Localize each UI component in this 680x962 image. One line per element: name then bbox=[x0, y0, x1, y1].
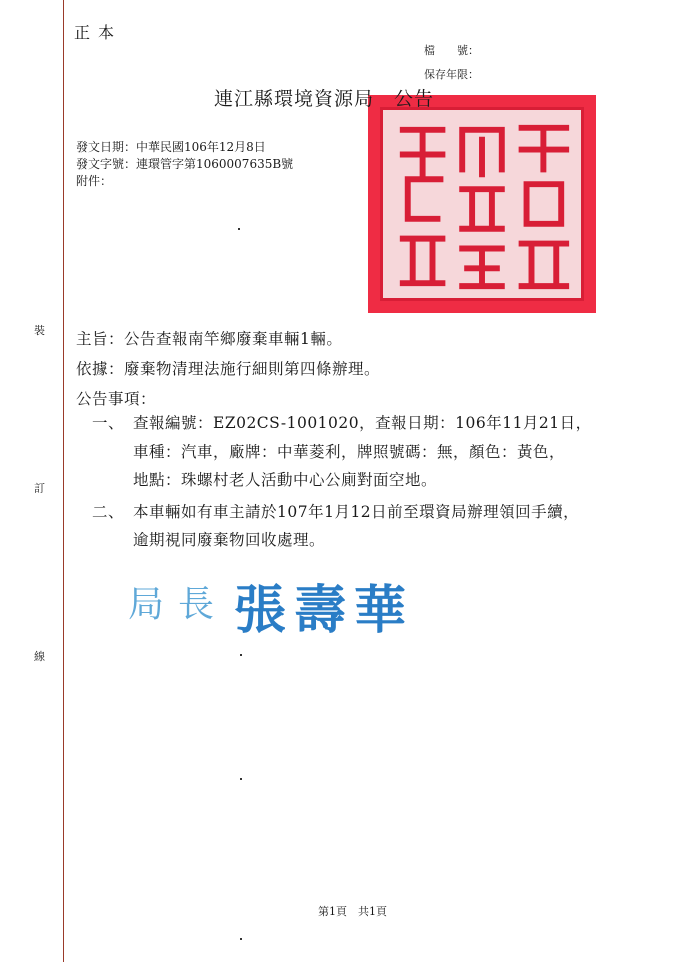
scan-speck bbox=[240, 654, 242, 656]
item-2-number: 二、 bbox=[92, 503, 125, 521]
item-1-line-1: 查報編號：EZ02CS-1001020，查報日期：106年11月21日， bbox=[133, 414, 592, 432]
retention-label: 保存年限： bbox=[424, 68, 479, 81]
attachment-label: 附件： bbox=[76, 174, 113, 188]
document-title: 連江縣環境資源局 公告 bbox=[214, 88, 435, 110]
binding-char-ding: 訂 bbox=[34, 482, 45, 495]
binding-char-xian: 線 bbox=[34, 650, 45, 663]
basis-line: 依據：廢棄物清理法施行細則第四條辦理。 bbox=[76, 360, 381, 378]
copy-mark: 正本 bbox=[74, 23, 123, 42]
item-1-line-2: 車種：汽車，廠牌：中華菱利，牌照號碼：無，顏色：黃色， bbox=[133, 443, 566, 461]
item-1-line-3: 地點：珠螺村老人活動中心公廁對面空地。 bbox=[133, 471, 438, 489]
notice-heading: 公告事項： bbox=[76, 390, 157, 408]
issue-number: 發文字號：連環管字第1060007635B號 bbox=[76, 157, 294, 171]
signature-name: 張壽華 bbox=[234, 581, 415, 641]
subject-line: 主旨：公告查報南竿鄉廢棄車輛1輛。 bbox=[76, 330, 343, 348]
binding-char-zhuang: 裝 bbox=[34, 324, 45, 337]
item-2-line-1: 本車輛如有車主請於107年1月12日前至環資局辦理領回手續， bbox=[133, 503, 580, 521]
page-number: 第1頁 共1頁 bbox=[318, 905, 387, 918]
issue-date: 發文日期：中華民國106年12月8日 bbox=[76, 140, 266, 154]
scan-speck bbox=[240, 778, 242, 780]
official-red-seal bbox=[368, 95, 596, 313]
item-1-number: 一、 bbox=[92, 414, 125, 432]
item-2-line-2: 逾期視同廢棄物回收處理。 bbox=[133, 531, 326, 549]
director-signature-chop bbox=[124, 566, 454, 641]
binding-margin-line bbox=[63, 0, 64, 962]
scan-speck bbox=[238, 228, 240, 230]
file-number-label: 檔 號： bbox=[424, 44, 479, 57]
signature-title: 局長 bbox=[128, 584, 229, 625]
scan-speck bbox=[240, 938, 242, 940]
seal-glyph-pattern bbox=[383, 110, 581, 298]
